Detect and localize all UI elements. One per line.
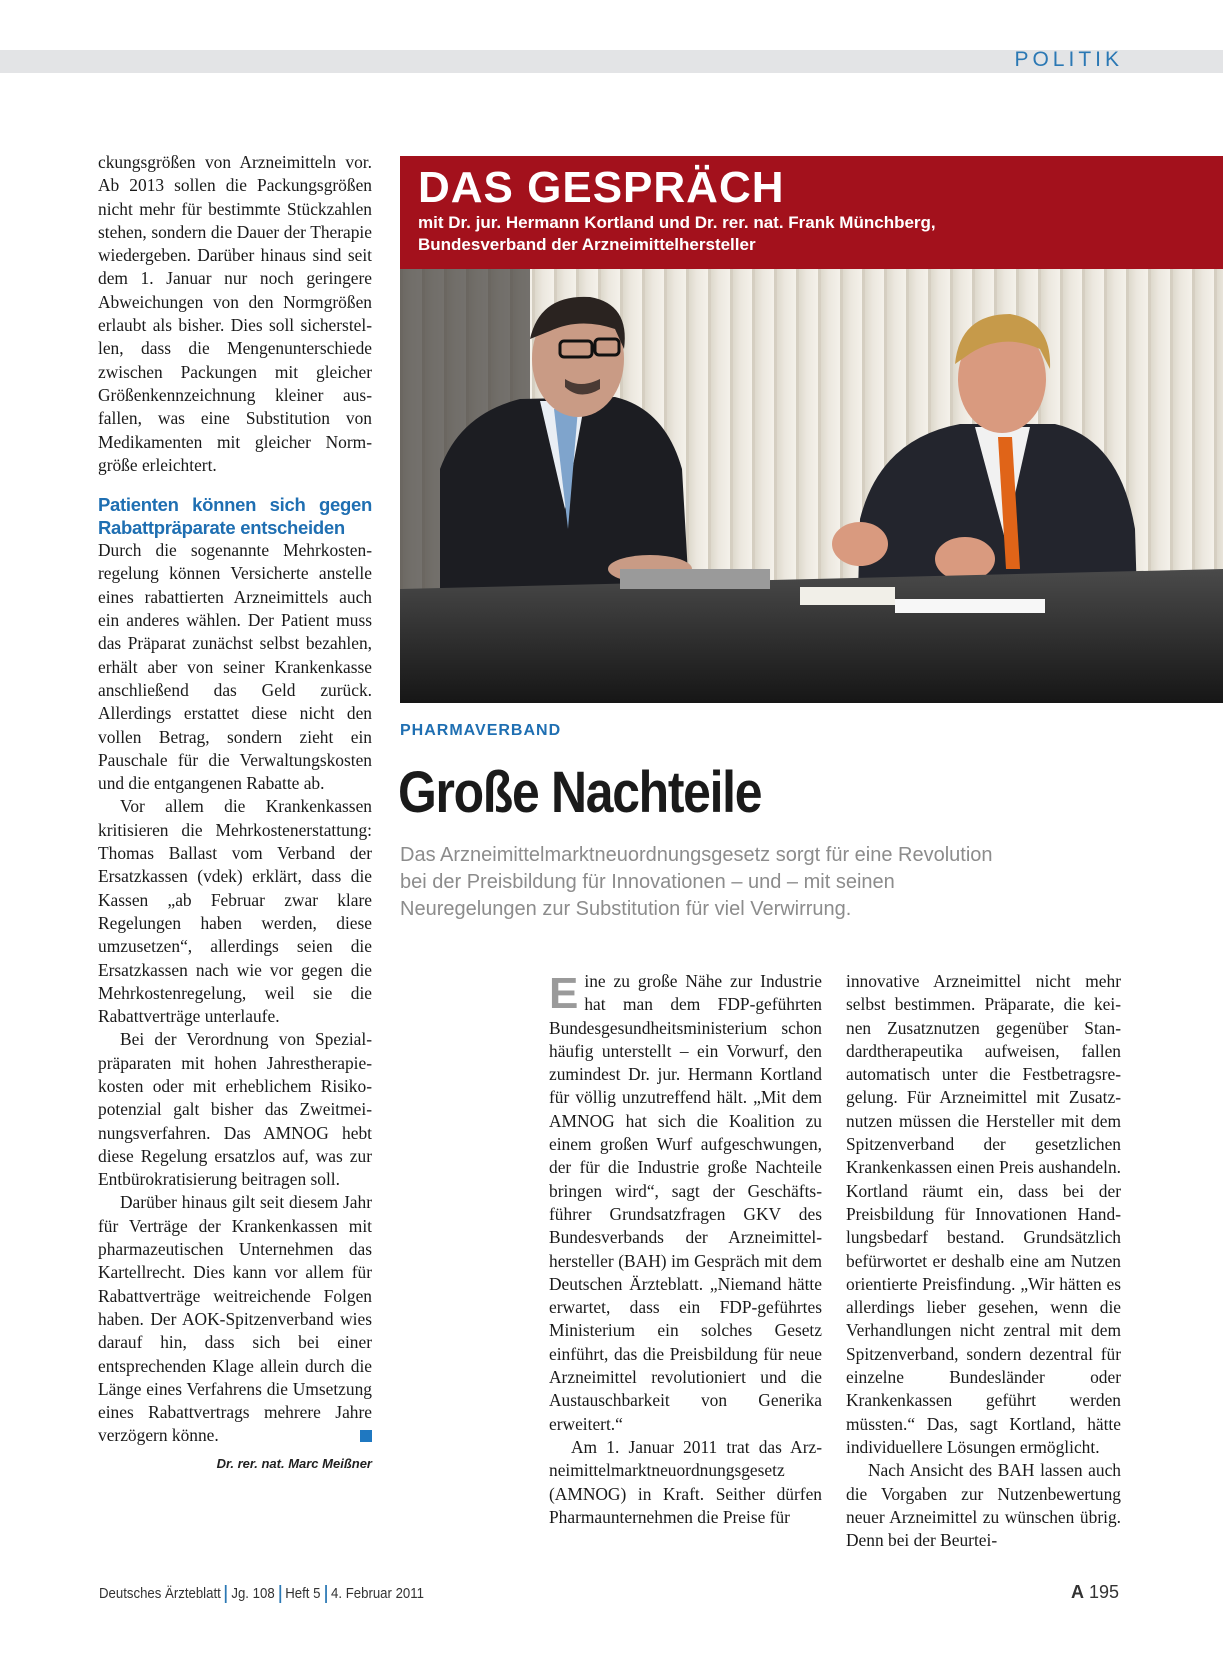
- lead-text: Das Arzneimittelmarktneuordnungsgesetz sorgt für eine Revolution bei der Preisbildung für Innovationen – und – mit seinen Neuregelungen zur Substitution für viel Verwirrung.: [400, 844, 993, 920]
- separator: [325, 1585, 327, 1603]
- paragraph-text: ine zu große Nähe zur Industrie hat man dem FDP-geführten Bundesgesundheitsministerium schon häufig unterstellt – ein Vorwurf, den zumindest Dr. jur. Hermann Kortland für völlig unzutreffend hält. „Mit dem AMNOG hat sich die Koalition zu einem großen Wurf aufgeschwungen, der für die Industrie große Nachteile bringen wird“, sagt der Geschäftsführer Grundsatzfragen GKV des Bundesverbands der Arzneimittelhersteller (BAH) im Gespräch mit dem Deutschen Ärzteblatt. „Niemand hätte erwartet, dass ein FDP-geführtes Ministerium ein solches Gesetz einführt, das die Preisbildung für neue Arzneimittel revolutioniert und die Austauschbarkeit von Generika erweitert.“: [549, 971, 822, 1434]
- separator: [225, 1585, 227, 1603]
- drop-cap: E: [549, 969, 579, 1018]
- kicker: PHARMAVERBAND: [400, 722, 562, 739]
- date: 4. Februar 2011: [331, 1585, 424, 1602]
- headline: Große Nachteile: [398, 760, 762, 825]
- banner-subtitle-line1: mit Dr. jur. Hermann Kortland und Dr. rer. nat. Frank Münchberg,: [418, 213, 936, 232]
- paragraph: Vor allem die Krankenkassen kritisieren die Mehrkostenerstattung: Thomas Ballast vom Verband der Ersatzkassen (vdek) erklärt, dass die Kassen „ab Februar zwar klare Regelungen haben werden, diese umzusetzen“, allerdings seien die Ersatzkassen nach wie vor gegen die Mehrkostenregelung, weil sie die Rabattverträge unterlaufe.: [98, 796, 372, 1027]
- paragraph: Nach Ansicht des BAH lassen auch die Vorgaben zur Nutzenbewertung neuer Arzneimittel zu wünschen übrig. Denn bei der Beurtei-: [846, 1460, 1121, 1551]
- banner-title: DAS GESPRÄCH: [418, 163, 785, 212]
- banner-subtitle-line2: Bundesverband der Arzneimittelhersteller: [418, 235, 756, 254]
- paragraph-last: [98, 1191, 372, 1447]
- issue: Heft 5: [285, 1585, 321, 1602]
- page-number: [1071, 1582, 1119, 1603]
- end-mark-icon: [360, 1430, 372, 1442]
- interview-banner: [400, 156, 1223, 269]
- journal-name: Deutsches Ärzteblatt: [99, 1585, 221, 1602]
- interview-photo: [400, 269, 1223, 703]
- paragraph-text: Darüber hinaus gilt seit diesem Jahr für Verträge der Krankenkassen mit pharmazeutischen Unternehmen das Kartellrecht. Dies kann vor allem für Rabattverträge weitreichende Folgen haben. Der AOK-Spitzenverband wies darauf hin, dass sich bei einer entsprechenden Klage allein durch die Länge eines Verfahrens die Umsetzung eines Rabattvertrags mehrere Jahre verzögern könne.: [98, 1192, 372, 1446]
- right-column: [846, 970, 1121, 1552]
- middle-column: [549, 970, 822, 1529]
- volume: Jg. 108: [231, 1585, 275, 1602]
- page-number-value: 195: [1088, 1582, 1119, 1602]
- paragraph: Durch die sogenannte Mehrkostenregelung können Versicherte anstelle eines rabattierten Arzneimittels auch ein anderes wählen. Der Patient muss das Präparat zunächst selbst bezahlen, erhält aber von seiner Krankenkasse anschließend das Geld zurück. Allerdings erstattet diese nicht den vollen Betrag, sondern zieht ein Pauschale für die Verwaltungskosten und die entgangenen Rabatte ab.: [98, 540, 372, 794]
- left-column: [98, 151, 372, 1475]
- paragraph-first: [549, 970, 822, 1436]
- page-prefix: A: [1070, 1582, 1084, 1602]
- paragraph: Bei der Verordnung von Spezialpräparaten mit hohen Jahrestherapiekosten oder mit erheblichem Risikopotenzial galt bisher das Zweitmeinungsverfahren. Das AMNOG hebt diese Regelung ersatzlos auf, was zur Entbürokratisierung beitragen soll.: [98, 1029, 372, 1190]
- paragraph: Am 1. Januar 2011 trat das Arzneimittelmarktneuordnungsgesetz (AMNOG) in Kraft. Seither dürfen Pharmaunternehmen die Preise für: [549, 1436, 822, 1527]
- section-label: POLITIK: [1014, 48, 1123, 71]
- paragraph: innovative Arzneimittel nicht mehr selbst bestimmen. Präparate, die keinen Zusatznutzen gegenüber Standardtherapeutika aufweisen, fallen automatisch unter die Festbetragsregelung. Für Arzneimittel mit Zusatznutzen müssen die Hersteller mit dem Spitzenverband der gesetzlichen Krankenkassen einen Preis aushandeln. Kortland räumt ein, dass bei der Preisbildung für Innovationen Handlungsbedarf bestand. Grundsätzlich befürwortet er deshalb eine am Nutzen orientierte Preisfindung. „Wir hätten es allerdings lieber gesehen, wenn die Verhandlungen nicht zentral mit dem Spitzenverband, sondern dezentral für einzelne Bundesländer oder Krankenkassen geführt werden müssten.“ Das, sagt Kortland, hätte individuellere Lösungen ermöglicht.: [846, 971, 1121, 1457]
- paragraph: ckungsgrößen von Arzneimitteln vor. Ab 2013 sollen die Packungsgrößen nicht mehr für bestimmte Stückzahlen stehen, sondern die Dauer der Therapie wiedergeben. Darüber hinaus sind seit dem 1. Januar nur noch geringere Abweichungen von den Normgrößen erlaubt als bisher. Dies soll sicherstellen, dass die Mengenunterschiede zwischen Packungen mit gleicher Größenkennzeichnung kleiner ausfallen, was eine Substitution von Medikamenten mit gleicher Normgröße erleichtert.: [98, 152, 372, 475]
- footer-citation: [99, 1585, 424, 1603]
- separator: [279, 1585, 281, 1603]
- byline: Dr. rer. nat. Marc Meißner: [216, 1455, 372, 1471]
- subheading: Patienten können sich gegen Rabattpräparate entscheiden: [98, 494, 372, 539]
